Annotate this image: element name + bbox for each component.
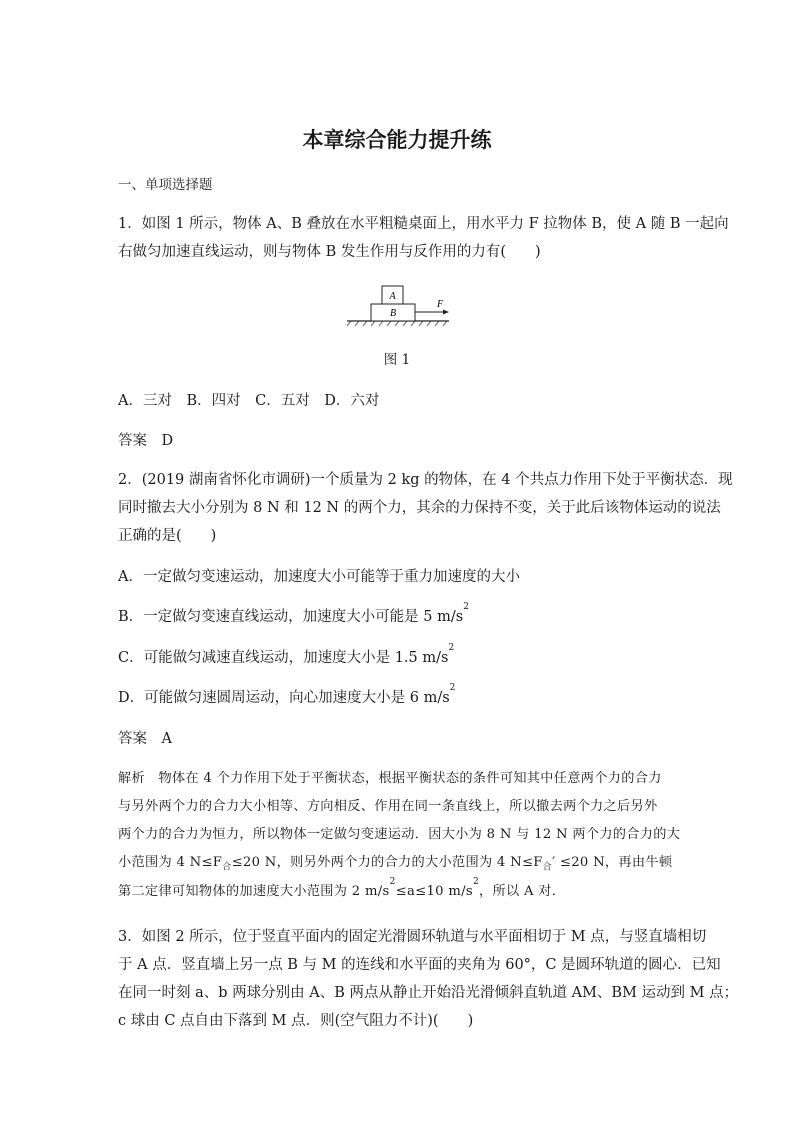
q3-stem-line1: 3．如图 2 所示，位于竖直平面内的固定光滑圆环轨道与水平面相切于 M 点，与竖直墙相切: [118, 929, 707, 945]
q2-stem-line1: 2．(2019 湖南省怀化市调研)一个质量为 2 kg 的物体，在 4 个共点力作用下处于平衡状态．现: [118, 472, 733, 488]
page-title: 本章综合能力提升练: [302, 128, 492, 152]
q3-stem-line2: 于 A 点．竖直墙上另一点 B 与 M 的连线和水平面的夹角为 60°，C 是圆环轨道的圆心．已知: [118, 957, 721, 973]
block-b-label: B: [389, 308, 397, 319]
section-heading: 一、单项选择题: [118, 177, 213, 193]
q2-answer: 答案 A: [118, 731, 172, 747]
q1-answer: 答案 D: [118, 433, 174, 449]
q2-option-b: B．一定做匀变速直线运动，加速度大小可能是 5 $m/s^2$: [118, 602, 469, 625]
q2-explanation-line2: 与另外两个力的合力大小相等、方向相反、作用在同一条直线上，所以撤去两个力之后另外: [118, 799, 658, 814]
q2-option-c: C．可能做匀减速直线运动，加速度大小是 1.5 $m/s^2$: [118, 643, 455, 666]
block-a-label: A: [389, 291, 396, 302]
q2-option-d: D．可能做匀速圆周运动，向心加速度大小是 6 $m/s^2$: [118, 683, 456, 706]
q1-stem-line2: 右做匀加速直线运动，则与物体 B 发生作用与反作用的力有( ): [118, 244, 541, 260]
q2-explanation-line4: 小范围为 4 $N\le F_合\le 20$ N，则另外两个力的合力的大小范围为 4 $N\le F_合' \le 20$ N，再由牛顿: [118, 855, 673, 873]
q1-stem-line1: 1．如图 1 所示，物体 A、B 叠放在水平粗糙桌面上，用水平力 F 拉物体 B，使 A 随 B 一起向: [118, 216, 729, 232]
q2-explanation-line1: 解析 物体在 4 个力作用下处于平衡状态，根据平衡状态的条件可知其中任意两个力的合力: [118, 771, 662, 786]
force-label: F: [437, 299, 444, 310]
q2-stem-line2: 同时撤去大小分别为 8 N 和 12 N 的两个力，其余的力保持不变，关于此后该物体运动的说法: [118, 500, 721, 516]
q2-explanation-line5: 第二定律可知物体的加速度大小范围为 2 $m/s^2\le a\le 10$ $m/s^2$，所以 A 对．: [118, 877, 566, 899]
q1-options: A．三对 B．四对 C．五对 D．六对: [118, 393, 380, 409]
q3-stem-line4: c 球由 C 点自由下落到 M 点．则(空气阻力不计)( ): [118, 1013, 474, 1029]
q2-explanation-line3: 两个力的合力为恒力，所以物体一定做匀变速运动．因大小为 8 N 与 12 N 两个力的合力的大: [118, 827, 681, 842]
q3-stem-line3: 在同一时刻 a、b 两球分别由 A、B 两点从静止开始沿光滑倾斜直轨道 AM、BM 运动到 M 点；: [118, 985, 739, 1001]
figure-1-caption: 图 1: [383, 352, 411, 368]
q2-stem-line3: 正确的是( ): [118, 528, 217, 544]
figure-1-diagram: [345, 283, 455, 327]
q2-option-a: A．一定做匀变速运动，加速度大小可能等于重力加速度的大小: [118, 569, 520, 585]
